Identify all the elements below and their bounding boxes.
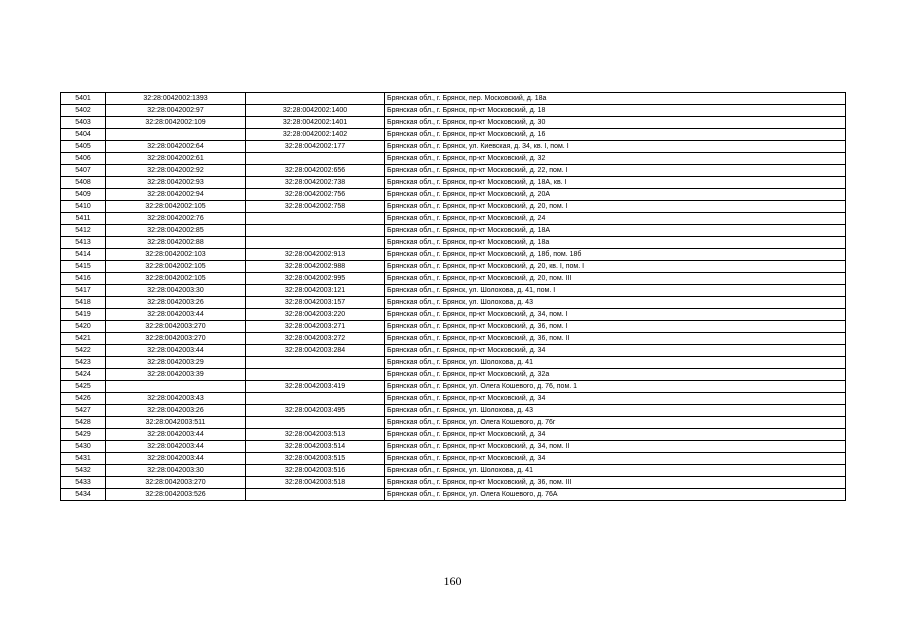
linked-cadastral-number-cell: 32:28:0042002:758 — [246, 201, 385, 213]
table-row — [61, 381, 846, 393]
table-row — [61, 489, 846, 501]
table-row — [61, 273, 846, 285]
linked-cadastral-number-cell: 32:28:0042003:284 — [246, 345, 385, 357]
address-cell: Брянская обл., г. Брянск, пр-кт Московский, д. 18 — [385, 105, 846, 117]
row-number-cell: 5402 — [61, 105, 106, 117]
address-cell: Брянская обл., г. Брянск, пр-кт Московский, д. 20А — [385, 189, 846, 201]
address-cell: Брянская обл., г. Брянск, ул. Олега Кошевого, д. 76, пом. 1 — [385, 381, 846, 393]
address-cell: Брянская обл., г. Брянск, пр-кт Московский, д. 16 — [385, 129, 846, 141]
address-cell: Брянская обл., г. Брянск, пр-кт Московский, д. 18а — [385, 237, 846, 249]
address-cell: Брянская обл., г. Брянск, пр-кт Московский, д. 36, пом. III — [385, 477, 846, 489]
linked-cadastral-number-cell — [246, 153, 385, 165]
page-number: 160 — [443, 574, 462, 588]
table-row — [61, 321, 846, 333]
address-cell: Брянская обл., г. Брянск, пр-кт Московский, д. 24 — [385, 213, 846, 225]
table-row — [61, 225, 846, 237]
address-cell: Брянская обл., г. Брянск, пр-кт Московский, д. 20, кв. I, пом. I — [385, 261, 846, 273]
linked-cadastral-number-cell: 32:28:0042003:419 — [246, 381, 385, 393]
address-cell: Брянская обл., г. Брянск, ул. Шолохова, д. 43 — [385, 405, 846, 417]
row-number-cell: 5426 — [61, 393, 106, 405]
cadastral-number-cell: 32:28:0042002:94 — [106, 189, 246, 201]
address-cell: Брянская обл., г. Брянск, пр-кт Московский, д. 36, пом. II — [385, 333, 846, 345]
table-row — [61, 357, 846, 369]
cadastral-number-cell: 32:28:0042003:270 — [106, 321, 246, 333]
table-row — [61, 141, 846, 153]
address-cell: Брянская обл., г. Брянск, пр-кт Московский, д. 34 — [385, 429, 846, 441]
linked-cadastral-number-cell: 32:28:0042003:514 — [246, 441, 385, 453]
address-cell: Брянская обл., г. Брянск, пр-кт Московский, д. 18б, пом. 18б — [385, 249, 846, 261]
table-row — [61, 285, 846, 297]
row-number-cell: 5420 — [61, 321, 106, 333]
linked-cadastral-number-cell: 32:28:0042003:121 — [246, 285, 385, 297]
row-number-cell: 5434 — [61, 489, 106, 501]
address-cell: Брянская обл., г. Брянск, пр-кт Московский, д. 30 — [385, 117, 846, 129]
address-cell: Брянская обл., г. Брянск, пр-кт Московский, д. 32 — [385, 153, 846, 165]
linked-cadastral-number-cell: 32:28:0042003:513 — [246, 429, 385, 441]
cadastral-number-cell: 32:28:0042002:88 — [106, 237, 246, 249]
row-number-cell: 5404 — [61, 129, 106, 141]
table-row — [61, 189, 846, 201]
cadastral-number-cell: 32:28:0042003:39 — [106, 369, 246, 381]
cadastral-number-cell: 32:28:0042003:44 — [106, 309, 246, 321]
row-number-cell: 5433 — [61, 477, 106, 489]
linked-cadastral-number-cell: 32:28:0042002:913 — [246, 249, 385, 261]
address-cell: Брянская обл., г. Брянск, ул. Шолохова, д. 43 — [385, 297, 846, 309]
linked-cadastral-number-cell: 32:28:0042003:515 — [246, 453, 385, 465]
cadastral-number-cell: 32:28:0042002:1393 — [106, 93, 246, 105]
linked-cadastral-number-cell: 32:28:0042003:157 — [246, 297, 385, 309]
table-row — [61, 261, 846, 273]
row-number-cell: 5429 — [61, 429, 106, 441]
row-number-cell: 5428 — [61, 417, 106, 429]
cadastral-number-cell: 32:28:0042002:93 — [106, 177, 246, 189]
cadastral-number-cell: 32:28:0042002:105 — [106, 261, 246, 273]
row-number-cell: 5409 — [61, 189, 106, 201]
linked-cadastral-number-cell: 32:28:0042002:656 — [246, 165, 385, 177]
table-row — [61, 369, 846, 381]
row-number-cell: 5407 — [61, 165, 106, 177]
cadastral-number-cell: 32:28:0042003:44 — [106, 441, 246, 453]
table-row — [61, 477, 846, 489]
row-number-cell: 5419 — [61, 309, 106, 321]
table-row — [61, 165, 846, 177]
cadastral-number-cell: 32:28:0042003:511 — [106, 417, 246, 429]
table-row — [61, 93, 846, 105]
address-cell: Брянская обл., г. Брянск, пр-кт Московский, д. 32а — [385, 369, 846, 381]
address-cell: Брянская обл., г. Брянск, ул. Олега Кошевого, д. 76А — [385, 489, 846, 501]
row-number-cell: 5411 — [61, 213, 106, 225]
table-row — [61, 417, 846, 429]
row-number-cell: 5417 — [61, 285, 106, 297]
row-number-cell: 5413 — [61, 237, 106, 249]
cadastral-number-cell: 32:28:0042003:26 — [106, 297, 246, 309]
table-row — [61, 333, 846, 345]
table-row — [61, 309, 846, 321]
table-row — [61, 465, 846, 477]
row-number-cell: 5425 — [61, 381, 106, 393]
row-number-cell: 5421 — [61, 333, 106, 345]
table-row — [61, 177, 846, 189]
table-row — [61, 345, 846, 357]
linked-cadastral-number-cell — [246, 213, 385, 225]
linked-cadastral-number-cell: 32:28:0042002:1400 — [246, 105, 385, 117]
cadastral-number-cell: 32:28:0042002:105 — [106, 201, 246, 213]
linked-cadastral-number-cell — [246, 417, 385, 429]
row-number-cell: 5401 — [61, 93, 106, 105]
linked-cadastral-number-cell — [246, 357, 385, 369]
cadastral-number-cell: 32:28:0042003:30 — [106, 465, 246, 477]
row-number-cell: 5405 — [61, 141, 106, 153]
address-cell: Брянская обл., г. Брянск, пр-кт Московский, д. 34 — [385, 345, 846, 357]
row-number-cell: 5432 — [61, 465, 106, 477]
address-cell: Брянская обл., г. Брянск, пр-кт Московский, д. 18А, кв. I — [385, 177, 846, 189]
linked-cadastral-number-cell — [246, 225, 385, 237]
address-cell: Брянская обл., г. Брянск, ул. Олега Кошевого, д. 76г — [385, 417, 846, 429]
table-row — [61, 405, 846, 417]
cadastral-number-cell — [106, 381, 246, 393]
linked-cadastral-number-cell: 32:28:0042003:272 — [246, 333, 385, 345]
table-row — [61, 105, 846, 117]
cadastral-number-cell: 32:28:0042002:61 — [106, 153, 246, 165]
table-row — [61, 453, 846, 465]
cadastral-number-cell: 32:28:0042002:92 — [106, 165, 246, 177]
table-row — [61, 393, 846, 405]
linked-cadastral-number-cell: 32:28:0042003:220 — [246, 309, 385, 321]
address-cell: Брянская обл., г. Брянск, пер. Московский, д. 18а — [385, 93, 846, 105]
cadastral-number-cell: 32:28:0042002:85 — [106, 225, 246, 237]
linked-cadastral-number-cell — [246, 369, 385, 381]
row-number-cell: 5427 — [61, 405, 106, 417]
cadastral-number-cell: 32:28:0042003:30 — [106, 285, 246, 297]
row-number-cell: 5408 — [61, 177, 106, 189]
cadastral-number-cell: 32:28:0042002:109 — [106, 117, 246, 129]
address-cell: Брянская обл., г. Брянск, ул. Киевская, д. 34, кв. I, пом. I — [385, 141, 846, 153]
address-cell: Брянская обл., г. Брянск, пр-кт Московский, д. 36, пом. I — [385, 321, 846, 333]
cadastral-number-cell: 32:28:0042003:270 — [106, 333, 246, 345]
address-cell: Брянская обл., г. Брянск, пр-кт Московский, д. 20, пом. III — [385, 273, 846, 285]
linked-cadastral-number-cell: 32:28:0042002:177 — [246, 141, 385, 153]
row-number-cell: 5403 — [61, 117, 106, 129]
registry-table — [60, 92, 846, 501]
row-number-cell: 5431 — [61, 453, 106, 465]
cadastral-number-cell — [106, 129, 246, 141]
table-row — [61, 249, 846, 261]
linked-cadastral-number-cell: 32:28:0042002:756 — [246, 189, 385, 201]
cadastral-number-cell: 32:28:0042003:270 — [106, 477, 246, 489]
row-number-cell: 5424 — [61, 369, 106, 381]
table-row — [61, 441, 846, 453]
table-row — [61, 201, 846, 213]
row-number-cell: 5430 — [61, 441, 106, 453]
address-cell: Брянская обл., г. Брянск, пр-кт Московский, д. 34, пом. I — [385, 309, 846, 321]
table-row — [61, 213, 846, 225]
cadastral-number-cell: 32:28:0042003:43 — [106, 393, 246, 405]
address-cell: Брянская обл., г. Брянск, ул. Шолохова, д. 41 — [385, 357, 846, 369]
cadastral-number-cell: 32:28:0042002:103 — [106, 249, 246, 261]
cadastral-number-cell: 32:28:0042002:64 — [106, 141, 246, 153]
table-row — [61, 129, 846, 141]
linked-cadastral-number-cell: 32:28:0042002:738 — [246, 177, 385, 189]
table-row — [61, 117, 846, 129]
linked-cadastral-number-cell: 32:28:0042002:1401 — [246, 117, 385, 129]
cadastral-number-cell: 32:28:0042003:26 — [106, 405, 246, 417]
table-row — [61, 153, 846, 165]
table-row — [61, 429, 846, 441]
address-cell: Брянская обл., г. Брянск, пр-кт Московский, д. 20, пом. I — [385, 201, 846, 213]
linked-cadastral-number-cell — [246, 237, 385, 249]
address-cell: Брянская обл., г. Брянск, ул. Шолохова, д. 41, пом. I — [385, 285, 846, 297]
row-number-cell: 5422 — [61, 345, 106, 357]
cadastral-number-cell: 32:28:0042002:105 — [106, 273, 246, 285]
address-cell: Брянская обл., г. Брянск, пр-кт Московский, д. 34, пом. II — [385, 441, 846, 453]
cadastral-number-cell: 32:28:0042003:44 — [106, 453, 246, 465]
cadastral-number-cell: 32:28:0042002:76 — [106, 213, 246, 225]
row-number-cell: 5415 — [61, 261, 106, 273]
linked-cadastral-number-cell — [246, 93, 385, 105]
row-number-cell: 5414 — [61, 249, 106, 261]
linked-cadastral-number-cell: 32:28:0042002:1402 — [246, 129, 385, 141]
row-number-cell: 5406 — [61, 153, 106, 165]
address-cell: Брянская обл., г. Брянск, пр-кт Московский, д. 34 — [385, 393, 846, 405]
address-cell: Брянская обл., г. Брянск, ул. Шолохова, д. 41 — [385, 465, 846, 477]
linked-cadastral-number-cell: 32:28:0042003:495 — [246, 405, 385, 417]
row-number-cell: 5423 — [61, 357, 106, 369]
cadastral-number-cell: 32:28:0042003:526 — [106, 489, 246, 501]
linked-cadastral-number-cell: 32:28:0042003:271 — [246, 321, 385, 333]
registry-table-body — [61, 93, 846, 501]
table-row — [61, 297, 846, 309]
table-row — [61, 237, 846, 249]
cadastral-number-cell: 32:28:0042003:44 — [106, 429, 246, 441]
cadastral-number-cell: 32:28:0042003:44 — [106, 345, 246, 357]
cadastral-number-cell: 32:28:0042002:97 — [106, 105, 246, 117]
row-number-cell: 5410 — [61, 201, 106, 213]
linked-cadastral-number-cell — [246, 489, 385, 501]
row-number-cell: 5416 — [61, 273, 106, 285]
address-cell: Брянская обл., г. Брянск, пр-кт Московский, д. 18А — [385, 225, 846, 237]
linked-cadastral-number-cell: 32:28:0042003:518 — [246, 477, 385, 489]
row-number-cell: 5418 — [61, 297, 106, 309]
linked-cadastral-number-cell: 32:28:0042002:995 — [246, 273, 385, 285]
address-cell: Брянская обл., г. Брянск, пр-кт Московский, д. 22, пом. I — [385, 165, 846, 177]
address-cell: Брянская обл., г. Брянск, пр-кт Московский, д. 34 — [385, 453, 846, 465]
linked-cadastral-number-cell — [246, 393, 385, 405]
row-number-cell: 5412 — [61, 225, 106, 237]
linked-cadastral-number-cell: 32:28:0042002:988 — [246, 261, 385, 273]
cadastral-number-cell: 32:28:0042003:29 — [106, 357, 246, 369]
linked-cadastral-number-cell: 32:28:0042003:516 — [246, 465, 385, 477]
